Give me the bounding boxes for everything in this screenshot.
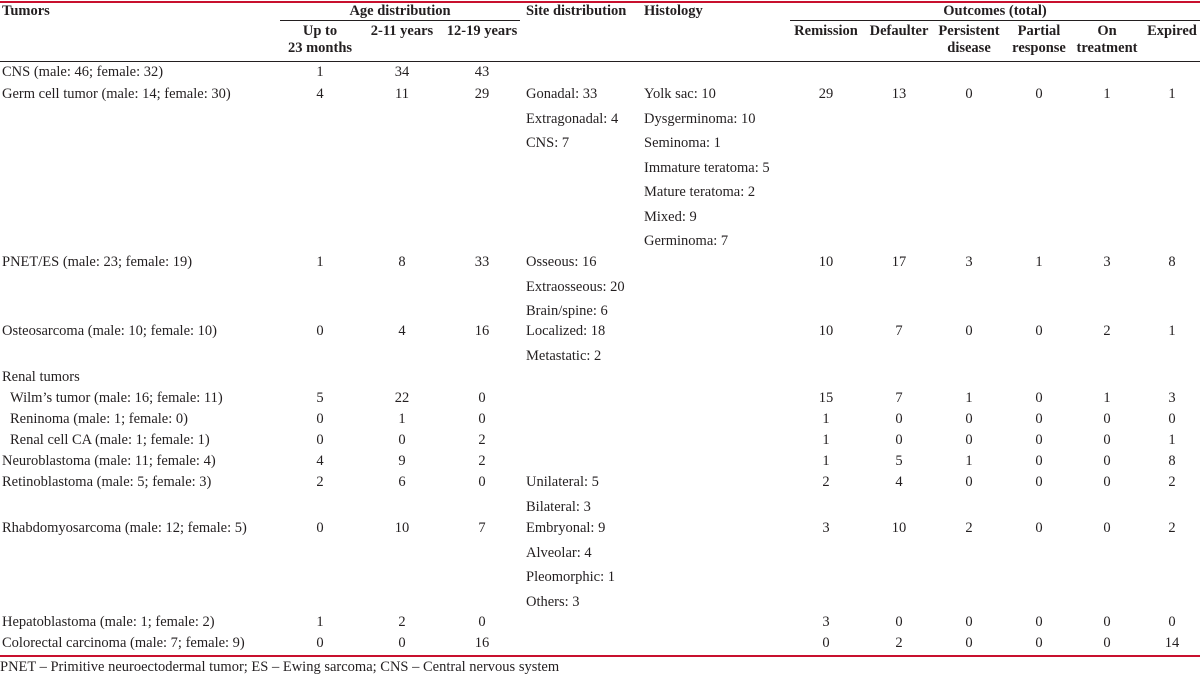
- outcome-col-header-3-line-1: response: [1012, 40, 1066, 56]
- outcome-cell: 1: [965, 390, 973, 406]
- outcome-cell: 3: [822, 520, 830, 536]
- site-item: Metastatic: 2: [526, 347, 602, 364]
- outcome-cell: 0: [1035, 520, 1043, 536]
- outcome-col-header-0-line-0: Remission: [794, 23, 858, 39]
- outcome-cell: 1: [1103, 86, 1111, 102]
- age-cell: 16: [474, 635, 490, 651]
- outcome-cell: 0: [1168, 614, 1176, 630]
- site-item: Pleomorphic: 1: [526, 569, 616, 585]
- age-cell: 29: [474, 86, 490, 102]
- age-cell: 4: [316, 453, 324, 469]
- outcome-cell: 0: [895, 614, 903, 630]
- outcome-cell: 17: [891, 254, 907, 270]
- age-cell: 11: [395, 86, 409, 102]
- age-header-underline: [280, 20, 520, 21]
- outcome-cell: 0: [1103, 453, 1111, 469]
- outcome-col-header-2-line-1: disease: [947, 40, 991, 56]
- outcome-cell: 29: [818, 86, 834, 102]
- tumor-name: Hepatoblastoma (male: 1; female: 2): [2, 614, 215, 630]
- histology-item: Immature teratoma: 5: [644, 159, 770, 176]
- age-col-header-2-line-0: 12-19 years: [446, 23, 518, 39]
- age-cell: 0: [316, 520, 324, 536]
- outcome-col-header-1-line-0: Defaulter: [869, 23, 929, 39]
- outcome-cell: 0: [1103, 432, 1111, 448]
- age-cell: 0: [316, 432, 324, 448]
- outcome-cell: 0: [1035, 323, 1043, 339]
- tumor-name: PNET/ES (male: 23; female: 19): [2, 254, 193, 270]
- age-cell: 2: [316, 474, 324, 490]
- header-age-distribution: Age distribution: [349, 3, 451, 19]
- outcome-col-header-4-line-1: treatment: [1076, 40, 1138, 56]
- tumor-name: Renal cell CA (male: 1; female: 1): [10, 432, 210, 448]
- age-cell: 0: [398, 635, 406, 651]
- tumor-name: Rhabdomyosarcoma (male: 12; female: 5): [2, 520, 247, 536]
- bottom-rule: [0, 655, 1200, 657]
- tumor-name: Neuroblastoma (male: 11; female: 4): [2, 453, 216, 469]
- outcome-cell: 0: [965, 614, 973, 630]
- site-item: Alveolar: 4: [526, 544, 592, 561]
- age-cell: 43: [474, 64, 490, 80]
- outcome-col-header-2-line-0: Persistent: [938, 23, 1000, 39]
- site-item: Embryonal: 9: [526, 520, 606, 536]
- outcome-cell: 0: [822, 635, 830, 651]
- outcome-cell: 1: [1168, 86, 1176, 102]
- header-site-distribution: Site distribution: [526, 3, 627, 19]
- header-outcomes: Outcomes (total): [943, 3, 1047, 19]
- outcome-cell: 5: [895, 453, 903, 469]
- outcome-col-header-4-line-0: On: [1097, 23, 1117, 39]
- site-item: Brain/spine: 6: [526, 303, 608, 319]
- outcome-cell: 1: [1168, 323, 1176, 339]
- site-item: Gonadal: 33: [526, 86, 598, 102]
- outcome-cell: 3: [1168, 390, 1176, 406]
- age-cell: 2: [478, 453, 486, 469]
- site-item: Osseous: 16: [526, 254, 597, 270]
- tumor-name: Wilm’s tumor (male: 16; female: 11): [10, 390, 223, 406]
- outcome-cell: 13: [891, 86, 907, 102]
- age-cell: 9: [398, 453, 406, 469]
- age-cell: 1: [316, 614, 324, 630]
- outcome-cell: 8: [1168, 254, 1176, 270]
- outcome-cell: 0: [895, 411, 903, 427]
- age-cell: 0: [316, 411, 324, 427]
- histology-item: Dysgerminoma: 10: [644, 110, 756, 127]
- age-cell: 7: [478, 520, 486, 536]
- outcome-cell: 0: [965, 86, 973, 102]
- site-item: Extragonadal: 4: [526, 110, 619, 127]
- outcome-cell: 2: [1103, 323, 1111, 339]
- outcome-cell: 4: [895, 474, 903, 490]
- site-item: Bilateral: 3: [526, 498, 591, 515]
- outcome-cell: 1: [965, 453, 973, 469]
- tumor-name: Colorectal carcinoma (male: 7; female: 9): [2, 635, 245, 651]
- age-cell: 1: [316, 64, 324, 80]
- outcome-cell: 2: [1168, 520, 1176, 536]
- outcome-cell: 0: [1035, 411, 1043, 427]
- site-item: Others: 3: [526, 593, 580, 610]
- outcome-cell: 15: [818, 390, 834, 406]
- age-cell: 0: [478, 474, 486, 490]
- tumor-name: Osteosarcoma (male: 10; female: 10): [2, 323, 218, 339]
- age-cell: 0: [478, 411, 486, 427]
- age-cell: 34: [394, 64, 410, 80]
- age-cell: 2: [398, 614, 406, 630]
- outcome-cell: 0: [1103, 614, 1111, 630]
- outcome-cell: 1: [822, 411, 830, 427]
- age-cell: 8: [398, 254, 406, 270]
- outcome-cell: 0: [965, 432, 973, 448]
- outcome-cell: 0: [965, 474, 973, 490]
- outcome-cell: 2: [1168, 474, 1176, 490]
- outcome-cell: 0: [1103, 520, 1111, 536]
- outcome-cell: 1: [1035, 254, 1043, 270]
- age-cell: 0: [316, 635, 324, 651]
- age-cell: 6: [398, 474, 406, 490]
- age-cell: 0: [478, 614, 486, 630]
- header-bottom-line: [0, 61, 1200, 62]
- outcome-cell: 0: [1035, 474, 1043, 490]
- age-col-header-1-line-0: 2-11 years: [370, 23, 434, 39]
- age-cell: 5: [316, 390, 324, 406]
- outcome-cell: 0: [1103, 474, 1111, 490]
- outcome-cell: 0: [1168, 411, 1176, 427]
- tumor-name: Renal tumors: [2, 369, 80, 385]
- outcome-cell: 10: [891, 520, 907, 536]
- site-item: Localized: 18: [526, 323, 606, 339]
- age-cell: 2: [478, 432, 486, 448]
- tumor-name: Germ cell tumor (male: 14; female: 30): [2, 86, 231, 102]
- tumor-name: CNS (male: 46; female: 32): [2, 64, 164, 80]
- site-item: Unilateral: 5: [526, 474, 599, 490]
- outcome-cell: 0: [1035, 614, 1043, 630]
- header-histology: Histology: [644, 3, 703, 19]
- outcome-cell: 7: [895, 323, 903, 339]
- tumor-name: Reninoma (male: 1; female: 0): [10, 411, 188, 427]
- outcome-cell: 2: [965, 520, 973, 536]
- age-cell: 10: [394, 520, 410, 536]
- outcome-cell: 0: [1103, 411, 1111, 427]
- age-cell: 0: [398, 432, 406, 448]
- age-cell: 0: [478, 390, 486, 406]
- outcome-cell: 1: [822, 453, 830, 469]
- outcome-cell: 0: [1035, 86, 1043, 102]
- age-cell: 1: [316, 254, 324, 270]
- histology-item: Mixed: 9: [644, 208, 697, 225]
- footnote: PNET – Primitive neuroectodermal tumor; ES – Ewing sarcoma; CNS – Central nervous system: [0, 659, 560, 675]
- outcome-cell: 1: [822, 432, 830, 448]
- outcome-cell: 3: [822, 614, 830, 630]
- outcome-cell: 0: [1035, 453, 1043, 469]
- outcome-cell: 14: [1164, 635, 1180, 651]
- header-tumors: Tumors: [2, 3, 50, 19]
- age-col-header-0-line-0: Up to: [302, 23, 338, 39]
- outcome-cell: 0: [965, 635, 973, 651]
- outcome-cell: 0: [1035, 390, 1043, 406]
- outcome-col-header-5-line-0: Expired: [1147, 23, 1197, 39]
- outcome-cell: 1: [1168, 432, 1176, 448]
- outcome-cell: 1: [1103, 390, 1111, 406]
- outcome-cell: 2: [895, 635, 903, 651]
- outcome-cell: 10: [818, 323, 834, 339]
- outcome-cell: 8: [1168, 453, 1176, 469]
- outcome-cell: 7: [895, 390, 903, 406]
- age-cell: 16: [474, 323, 490, 339]
- site-item: Extraosseous: 20: [526, 278, 625, 295]
- age-col-header-0-line-1: 23 months: [287, 40, 353, 56]
- outcome-cell: 0: [965, 411, 973, 427]
- outcome-cell: 0: [1035, 635, 1043, 651]
- outcome-cell: 10: [818, 254, 834, 270]
- tumor-name: Retinoblastoma (male: 5; female: 3): [2, 474, 212, 490]
- age-cell: 22: [394, 390, 410, 406]
- site-item: CNS: 7: [526, 135, 570, 151]
- outcome-cell: 0: [965, 323, 973, 339]
- age-cell: 4: [316, 86, 324, 102]
- age-cell: 4: [398, 323, 406, 339]
- outcome-cell: 0: [1103, 635, 1111, 651]
- histology-item: Mature teratoma: 2: [644, 184, 756, 200]
- histology-item: Yolk sac: 10: [644, 86, 716, 102]
- histology-item: Seminoma: 1: [644, 135, 721, 151]
- outcome-cell: 0: [895, 432, 903, 448]
- outcome-cell: 3: [1103, 254, 1111, 270]
- outcome-cell: 2: [822, 474, 830, 490]
- histology-item: Germinoma: 7: [644, 233, 729, 249]
- age-cell: 1: [398, 411, 406, 427]
- outcome-cell: 3: [965, 254, 973, 270]
- outcome-cell: 0: [1035, 432, 1043, 448]
- outcomes-header-underline: [790, 20, 1200, 21]
- age-cell: 33: [474, 254, 490, 270]
- outcome-col-header-3-line-0: Partial: [1017, 23, 1061, 39]
- age-cell: 0: [316, 323, 324, 339]
